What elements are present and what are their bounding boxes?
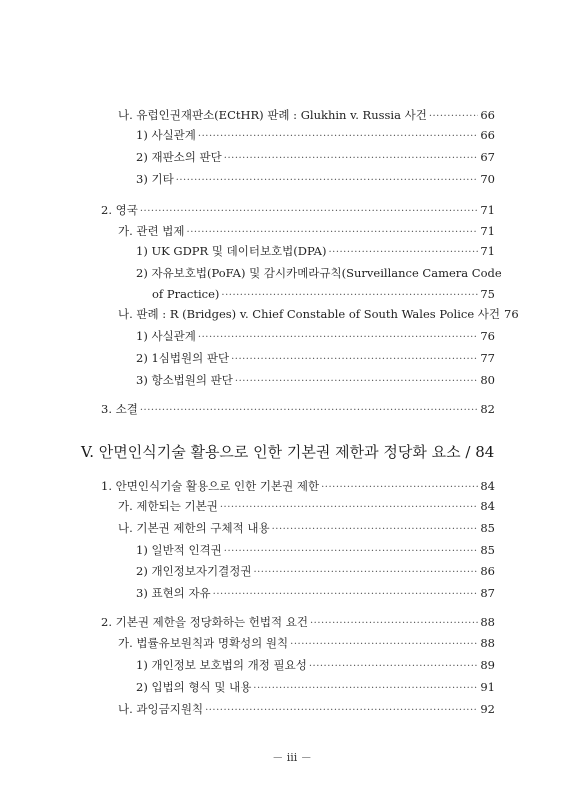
toc-entry-label: 나. 과잉금지원칙 — [118, 702, 204, 716]
dot-leader — [253, 565, 478, 581]
dot-leader — [321, 480, 478, 496]
toc-entry-page: 84 — [480, 499, 495, 513]
toc-entry — [136, 679, 495, 697]
toc-entry — [136, 171, 495, 189]
dot-leader — [290, 637, 478, 653]
dot-leader — [224, 151, 479, 167]
toc-entry-label: 가. 제한되는 기본권 — [118, 499, 218, 513]
toc-entry-label: 2) 자유보호법(PoFA) 및 감시카메라규칙(Surveillance Camera Code — [136, 266, 502, 280]
dot-leader — [198, 129, 478, 145]
dot-leader — [309, 659, 479, 675]
dot-leader — [221, 288, 478, 304]
toc-entry-page: 67 — [480, 150, 495, 164]
toc-entry-page: 71 — [480, 224, 495, 238]
toc-entry-label: 나. 유럽인권재판소(ECtHR) 판례 : Glukhin v. Russia 사건 — [118, 108, 427, 122]
toc-entry — [136, 149, 495, 167]
toc-entry-label: 3) 항소법원의 판단 — [136, 373, 233, 387]
dot-leader — [198, 330, 478, 346]
toc-entry-page: 88 — [480, 615, 495, 629]
toc-entry-page: 70 — [480, 172, 495, 186]
toc-entry — [136, 372, 495, 390]
toc-entry — [101, 478, 495, 496]
toc-entry — [152, 286, 495, 304]
toc-entry-label: 2) 개인정보자기결정권 — [136, 564, 252, 578]
toc-entry-label: 1. 안면인식기술 활용으로 인한 기본권 제한 — [101, 479, 320, 493]
dot-leader — [224, 544, 479, 560]
toc-entry-label: 가. 법률유보원칙과 명확성의 원칙 — [118, 636, 289, 650]
chapter-heading: V. 안면인식기술 활용으로 인한 기본권 제한과 정당화 요소 / 84 — [81, 443, 495, 461]
dot-leader — [140, 403, 479, 419]
toc-entry-page: 92 — [480, 702, 495, 716]
toc-entry — [136, 585, 495, 603]
toc-entry-page: 76 — [504, 307, 519, 321]
toc-entry-page: 87 — [480, 586, 495, 600]
dot-leader — [220, 500, 479, 516]
toc-entry-label: 1) UK GDPR 및 데이터보호법(DPA) — [136, 244, 327, 258]
toc-entry-label: 1) 개인정보 보호법의 개정 필요성 — [136, 658, 307, 672]
toc-entry — [136, 657, 495, 675]
toc-entry — [118, 306, 519, 324]
dot-leader — [231, 352, 478, 368]
toc-entry-page: 71 — [480, 244, 495, 258]
toc-entry — [136, 328, 495, 346]
toc-entry-label: 2) 재판소의 판단 — [136, 150, 222, 164]
toc-entry-label: 2. 영국 — [101, 203, 138, 217]
toc-entry-page: 82 — [480, 402, 495, 416]
dot-leader — [187, 225, 479, 241]
toc-entry-page: 85 — [480, 521, 495, 535]
toc-entry-page: 71 — [480, 203, 495, 217]
toc-entry — [118, 520, 495, 538]
toc-entry-page: 66 — [480, 108, 495, 122]
dot-leader — [310, 616, 478, 632]
toc-entry-page: 91 — [480, 680, 495, 694]
toc-entry-label: 2) 입법의 형식 및 내용 — [136, 680, 252, 694]
dot-leader — [213, 587, 479, 603]
toc-entry-label: 3) 표현의 자유 — [136, 586, 211, 600]
toc-entry-label: 2) 1심법원의 판단 — [136, 351, 230, 365]
toc-entry — [136, 243, 495, 261]
toc-entry-label: 나. 기본권 제한의 구체적 내용 — [118, 521, 270, 535]
toc-entry-label: of Practice) — [152, 287, 220, 301]
toc-entry-label: 3) 기타 — [136, 172, 174, 186]
toc-entry-label: 가. 관련 법제 — [118, 224, 185, 238]
toc-entry-label: 1) 사실관계 — [136, 329, 196, 343]
toc-entry-page: 66 — [480, 128, 495, 142]
toc-entry-label: 3. 소결 — [101, 402, 138, 416]
page-number: － iii － — [272, 751, 312, 764]
dot-leader — [205, 703, 478, 719]
toc-entry-label: 1) 사실관계 — [136, 128, 196, 142]
toc-entry-page: 75 — [480, 287, 495, 301]
toc-entry-label: 나. 판례 : R (Bridges) v. Chief Constable of South Wales Police 사건 — [118, 307, 500, 321]
toc-entry-page: 77 — [480, 351, 495, 365]
toc-entry-label: 1) 일반적 인격권 — [136, 543, 222, 557]
dot-leader — [253, 681, 478, 697]
toc-entry — [118, 635, 495, 653]
toc-entry-page: 88 — [480, 636, 495, 650]
dot-leader — [328, 245, 478, 261]
toc-entry-page: 89 — [480, 658, 495, 672]
toc-entry-page: 85 — [480, 543, 495, 557]
toc-entry — [118, 107, 495, 125]
dot-leader — [272, 522, 479, 538]
dot-leader — [140, 204, 479, 220]
dot-leader — [176, 173, 479, 189]
dot-leader — [235, 374, 478, 390]
toc-entry — [101, 401, 495, 419]
toc-entry — [136, 127, 495, 145]
toc-entry — [118, 223, 495, 241]
toc-entry — [101, 202, 495, 220]
toc-entry — [136, 350, 495, 368]
toc-entry-page: 86 — [480, 564, 495, 578]
toc-entry — [136, 563, 495, 581]
toc-entry — [136, 542, 495, 560]
toc-entry-label: 2. 기본권 제한을 정당화하는 헌법적 요건 — [101, 615, 308, 629]
toc-entry-page: 76 — [480, 329, 495, 343]
toc-entry — [118, 701, 495, 719]
toc-entry-page: 84 — [480, 479, 495, 493]
toc-entry — [118, 498, 495, 516]
dot-leader — [429, 109, 479, 125]
toc-entry-page: 80 — [480, 373, 495, 387]
toc-entry — [101, 614, 495, 632]
